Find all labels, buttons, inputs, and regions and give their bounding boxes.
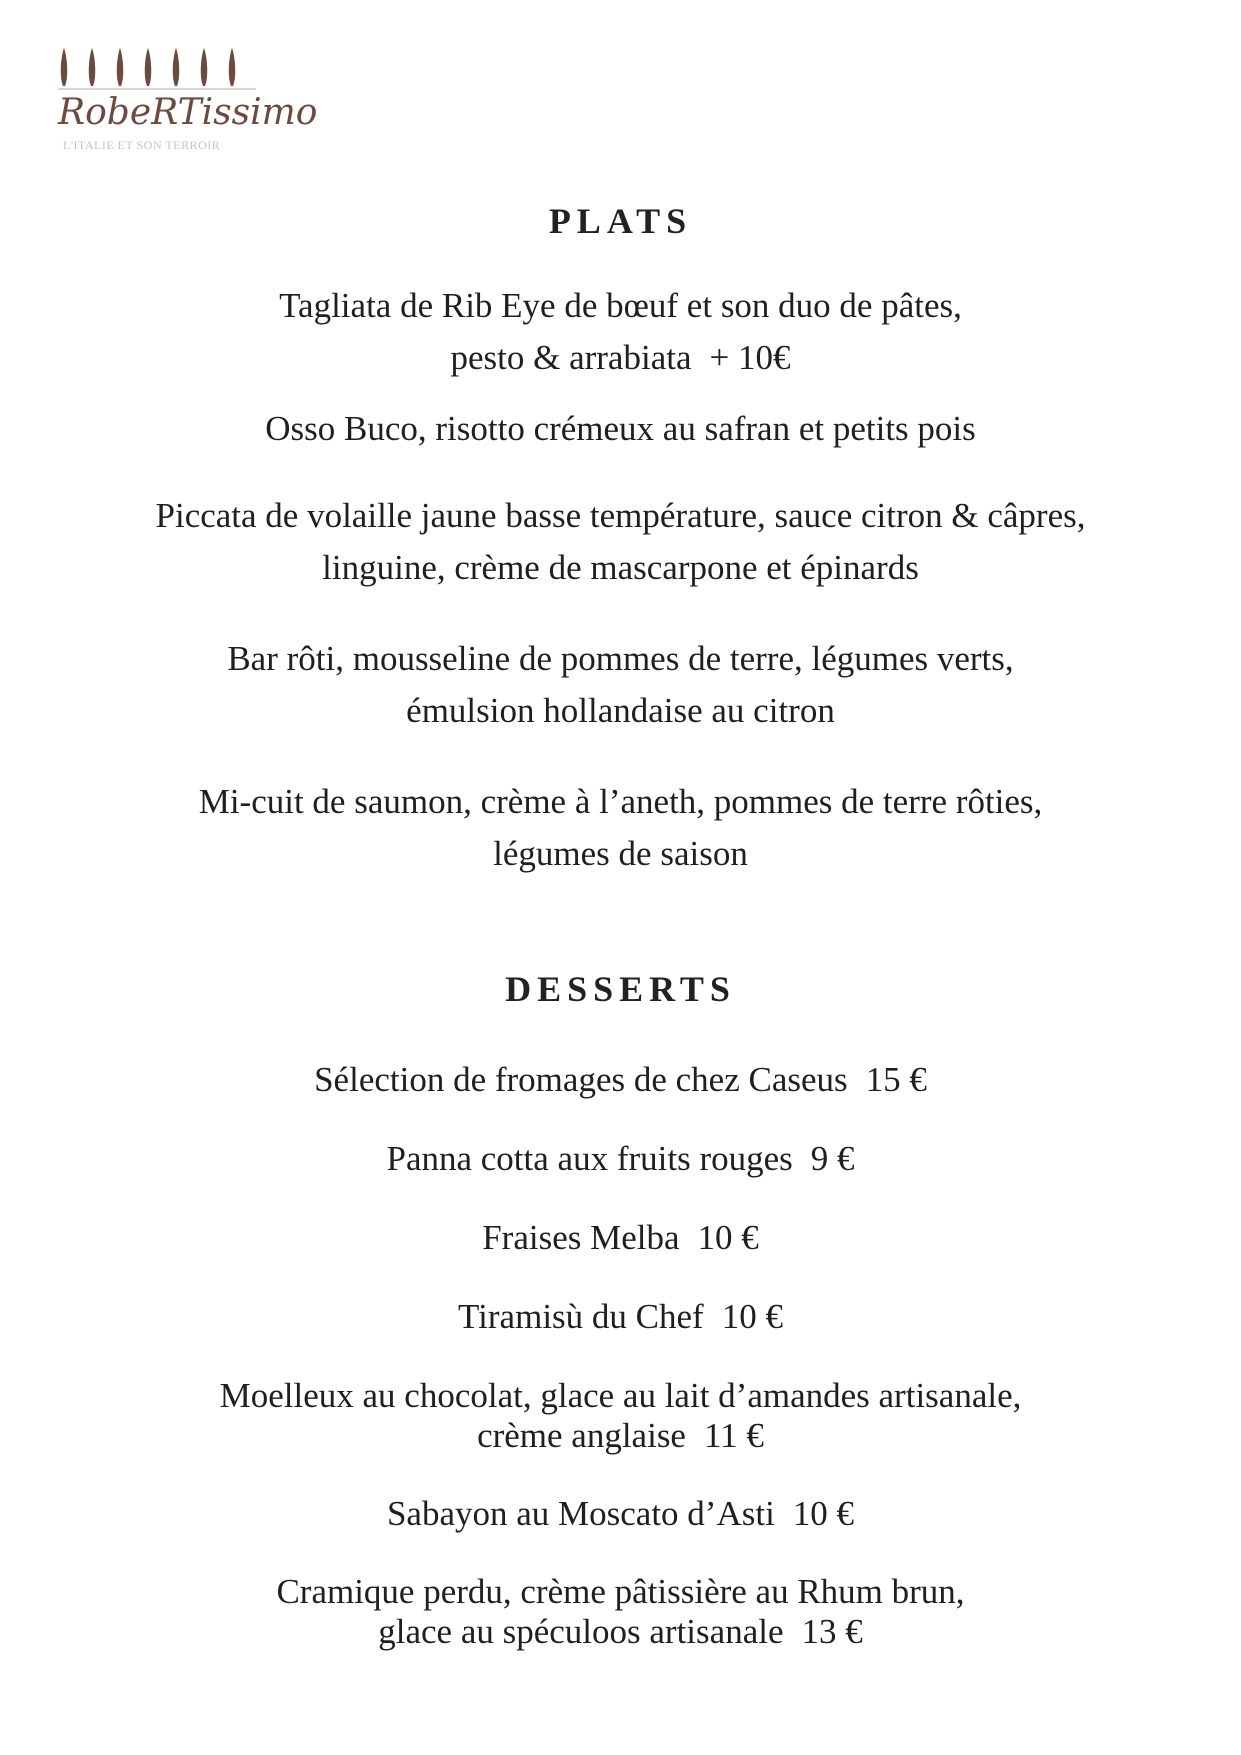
logo-wordmark: RobeRTissimo: [58, 92, 318, 133]
plat-item-2-line1: Osso Buco, risotto crémeux au safran et petits pois: [265, 409, 976, 448]
plat-item-1-price: + 10€: [709, 338, 791, 377]
plat-item-5: [0, 776, 1241, 880]
dessert-item-2-name: Panna cotta aux fruits rouges: [386, 1139, 793, 1178]
restaurant-logo: [58, 46, 318, 156]
desserts-title: DESSERTS: [505, 969, 736, 1009]
logo-tagline: L'ITALIE ET SON TERROIR: [63, 138, 221, 152]
dessert-item-2-price: 9 €: [810, 1139, 855, 1178]
dessert-item-6-price: 10 €: [792, 1494, 855, 1533]
dessert-item-2: [0, 1139, 1241, 1179]
dessert-item-7-line2: glace au spéculoos artisanale: [378, 1612, 784, 1651]
plat-item-3: [0, 490, 1241, 594]
dessert-item-1-price: 15 €: [865, 1060, 927, 1099]
plat-item-5-line2: légumes de saison: [493, 834, 748, 873]
plat-item-5-line1: Mi-cuit de saumon, crème à l’aneth, pommes de terre rôties,: [198, 782, 1043, 821]
dessert-item-4-name: Tiramisù du Chef: [458, 1297, 704, 1336]
plat-item-4-line1: Bar rôti, mousseline de pommes de terre, légumes verts,: [227, 639, 1014, 678]
dessert-item-5: [0, 1376, 1241, 1456]
plat-item-1-line1: Tagliata de Rib Eye de bœuf et son duo de pâtes,: [279, 286, 962, 325]
dessert-item-6: [0, 1494, 1241, 1534]
plat-item-3-line1: Piccata de volaille jaune basse température, sauce citron & câpres,: [155, 496, 1086, 535]
dessert-item-4: [0, 1297, 1241, 1337]
plats-title: PLATS: [548, 201, 693, 241]
dessert-item-4-price: 10 €: [721, 1297, 783, 1336]
dessert-item-3-price: 10 €: [697, 1218, 759, 1257]
plat-item-1-line2: pesto & arrabiata + 10€: [450, 338, 791, 377]
dessert-item-1: [0, 1060, 1241, 1100]
dessert-item-7-price: 13 €: [801, 1612, 863, 1651]
dessert-item-7: [0, 1572, 1241, 1652]
dessert-item-3: [0, 1218, 1241, 1258]
dessert-item-5-line2: crème anglaise: [477, 1416, 686, 1455]
plat-item-4: [0, 633, 1241, 737]
dessert-item-5-line1: Moelleux au chocolat, glace au lait d’amandes artisanale,: [219, 1376, 1022, 1415]
dessert-item-1-name: Sélection de fromages de chez Caseus: [314, 1060, 848, 1099]
plat-item-4-line2: émulsion hollandaise au citron: [406, 691, 835, 730]
cypress-trees-logo-icon: [58, 46, 318, 141]
plat-item-2: [0, 403, 1241, 455]
plat-item-3-line2: linguine, crème de mascarpone et épinards: [322, 548, 919, 587]
dessert-item-5-price: 11 €: [703, 1416, 764, 1455]
dessert-item-7-line1: Cramique perdu, crème pâtissière au Rhum brun,: [276, 1572, 965, 1611]
dessert-item-3-name: Fraises Melba: [482, 1218, 680, 1257]
plat-item-1: [0, 280, 1241, 384]
dessert-item-6-name: Sabayon au Moscato d’Asti: [386, 1494, 775, 1533]
